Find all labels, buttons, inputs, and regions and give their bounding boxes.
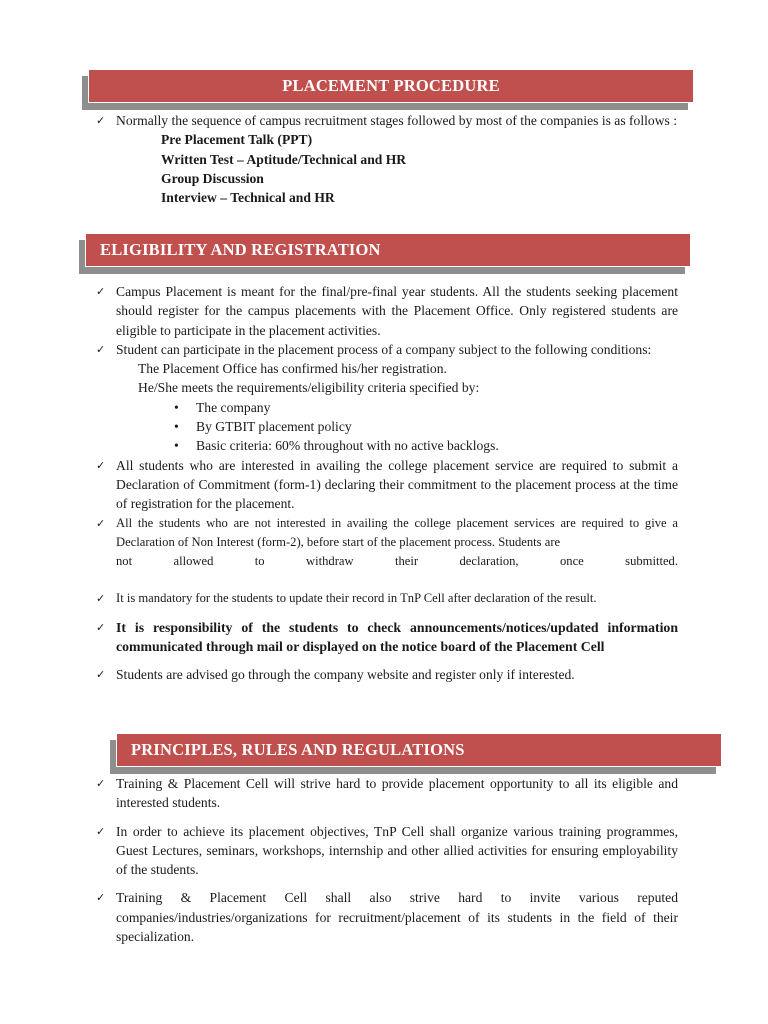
bullet-icon: • bbox=[174, 399, 179, 415]
section-title: ELIGIBILITY AND REGISTRATION bbox=[85, 233, 691, 267]
check-icon: ✓ bbox=[96, 114, 106, 127]
condition-item: He/She meets the requirements/eligibility criteria specified by: bbox=[138, 380, 480, 396]
condition-item: The Placement Office has confirmed his/her registration. bbox=[138, 361, 447, 377]
bullet-icon: • bbox=[174, 438, 179, 454]
criteria-list bbox=[116, 398, 678, 456]
paragraph: Normally the sequence of campus recruitment stages followed by most of the companies is as follows : bbox=[116, 113, 677, 128]
list-item: • Basic criteria: 60% throughout with no active backlogs. bbox=[196, 436, 678, 455]
section-title: PRINCIPLES, RULES AND REGULATIONS bbox=[116, 733, 722, 767]
condition-list bbox=[116, 359, 678, 398]
paragraph: All the students who are not interested in availing the college placement services are required to give a Declaration of Non Interest (form-2), before start of the placement process. Students are bbox=[116, 515, 678, 549]
check-icon: ✓ bbox=[96, 516, 106, 530]
paragraph: It is mandatory for the students to update their record in TnP Cell after declaration of the result. bbox=[116, 591, 597, 606]
check-icon: ✓ bbox=[96, 342, 106, 356]
check-icon: ✓ bbox=[96, 668, 106, 682]
list-item bbox=[96, 340, 678, 359]
list-item bbox=[96, 282, 678, 340]
check-icon: ✓ bbox=[96, 824, 106, 838]
stage-item: Group Discussion bbox=[161, 170, 264, 186]
list-item bbox=[96, 774, 678, 813]
paragraph-continuation: not allowed to withdraw their declaration, once submitted. bbox=[116, 554, 678, 569]
list-item bbox=[96, 822, 678, 880]
list-item bbox=[96, 514, 678, 572]
check-icon: ✓ bbox=[96, 285, 106, 298]
paragraph: In order to achieve its placement objectives, TnP Cell shall organize various training programmes, Guest Lectures, seminars, workshops, internship and other allied activities for ensuring employability of the students. bbox=[116, 823, 678, 878]
bullet-icon: • bbox=[174, 419, 179, 435]
paragraph: Campus Placement is meant for the final/pre-final year students. All the students seeking placement should register for the campus placements with the Placement Office. Only registered students are eligible to participate in the placement activities. bbox=[116, 284, 678, 338]
paragraph: Training & Placement Cell shall also strive hard to invite various reputed companies/industries/organizations for recruitment/placement of its students in the field of their specialization. bbox=[116, 890, 678, 945]
placement-procedure-content bbox=[96, 111, 678, 207]
stage-item: Written Test – Aptitude/Technical and HR bbox=[161, 151, 407, 167]
check-icon: ✓ bbox=[96, 458, 106, 472]
stage-item: Interview – Technical and HR bbox=[161, 190, 335, 206]
paragraph: It is responsibility of the students to check announcements/notices/updated information communicated through mail or displayed on the notice board of the Placement Cell bbox=[116, 619, 678, 655]
list-item bbox=[96, 888, 678, 946]
check-icon: ✓ bbox=[96, 777, 106, 790]
eligibility-banner bbox=[79, 240, 685, 274]
list-item: • The company bbox=[196, 398, 678, 417]
paragraph: All students who are interested in availing the college placement service are required to submit a Declaration of Commitment (form-1) declaring their commitment to the placement process at the time of registration for the placement. bbox=[116, 457, 678, 512]
list-item bbox=[96, 111, 678, 130]
paragraph: Student can participate in the placement process of a company subject to the following conditions: bbox=[116, 341, 652, 357]
check-icon: ✓ bbox=[96, 592, 106, 606]
list-item bbox=[96, 618, 678, 657]
list-item: • By GTBIT placement policy bbox=[196, 417, 678, 436]
principles-banner bbox=[110, 740, 716, 774]
principles-content bbox=[96, 774, 678, 946]
stage-list bbox=[116, 130, 678, 207]
paragraph: Students are advised go through the company website and register only if interested. bbox=[116, 667, 575, 683]
section-title: PLACEMENT PROCEDURE bbox=[88, 69, 694, 103]
list-item bbox=[96, 589, 678, 608]
list-item bbox=[96, 665, 678, 684]
stage-item: Pre Placement Talk (PPT) bbox=[161, 132, 313, 148]
paragraph: Training & Placement Cell will strive hard to provide placement opportunity to all its eligible and interested students. bbox=[116, 776, 678, 811]
list-item bbox=[96, 456, 678, 514]
placement-procedure-banner bbox=[82, 76, 688, 110]
eligibility-content bbox=[96, 282, 678, 685]
check-icon: ✓ bbox=[96, 620, 106, 634]
check-icon: ✓ bbox=[96, 891, 106, 905]
